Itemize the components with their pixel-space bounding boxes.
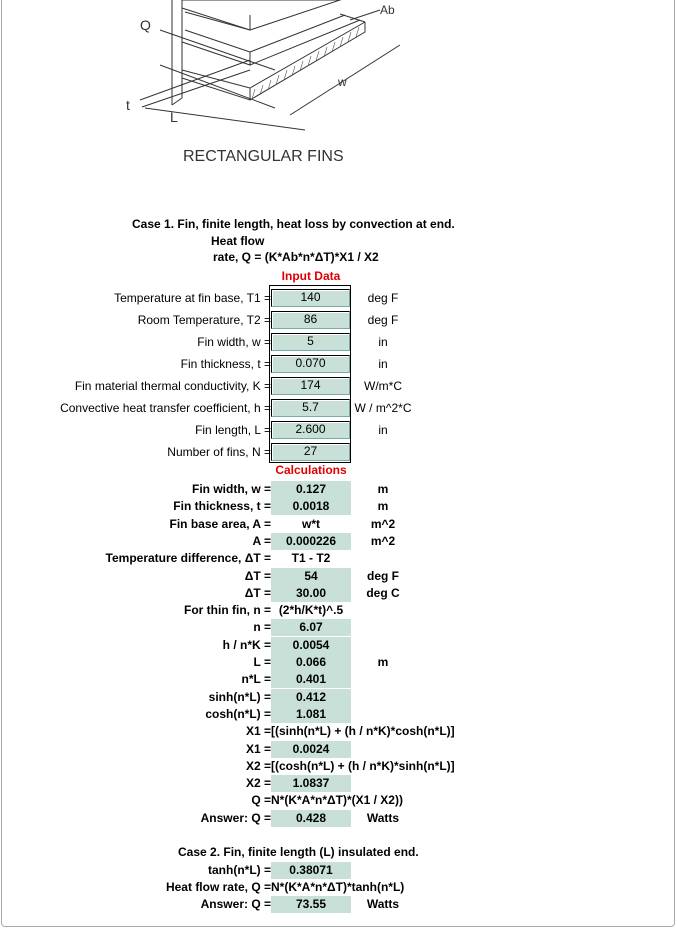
calc-row xyxy=(0,585,677,602)
input-field[interactable]: 140 xyxy=(271,289,350,307)
calc-value: 54 xyxy=(271,568,351,585)
calc-row xyxy=(0,671,677,688)
calc-value: 1.0837 xyxy=(271,775,351,792)
calc-label: Fin thickness, t = xyxy=(173,499,271,514)
input-field[interactable]: 5 xyxy=(271,333,350,351)
calc-row xyxy=(0,689,677,706)
input-label: Fin length, L = xyxy=(195,423,271,437)
calc-unit: Watts xyxy=(366,810,400,825)
input-row xyxy=(0,419,677,441)
input-label: Convective heat transfer coefficient, h = xyxy=(60,401,271,415)
input-row xyxy=(0,287,677,309)
calc-value: 0.428 xyxy=(271,810,351,827)
calc-value: 0.066 xyxy=(271,654,351,671)
input-unit: deg F xyxy=(367,291,399,305)
calc-unit: deg F xyxy=(367,568,399,583)
calc-row xyxy=(0,550,677,567)
calc-label: n = xyxy=(253,620,271,635)
calc-value: 0.38071 xyxy=(271,862,351,879)
calc-label: A = xyxy=(252,533,271,548)
calc-label: Temperature difference, ΔT = xyxy=(105,551,271,566)
input-unit: W/m*C xyxy=(364,379,402,393)
calc-unit: deg C xyxy=(366,585,400,600)
rectangular-fins-diagram xyxy=(100,0,420,180)
diagram-label-w: w xyxy=(338,75,347,89)
calc-label: Fin width, w = xyxy=(192,482,271,496)
input-label: Fin width, w = xyxy=(197,335,271,349)
input-row xyxy=(0,309,677,331)
calc-row xyxy=(0,706,677,723)
input-field[interactable]: 2.600 xyxy=(271,421,350,439)
calc-row xyxy=(0,741,677,758)
input-label: Temperature at fin base, T1 = xyxy=(114,291,271,305)
calc-value: 73.55 xyxy=(271,896,351,913)
calc-value: 0.0018 xyxy=(271,498,351,515)
diagram-label-ab: Ab xyxy=(380,3,395,17)
input-data-header: Input Data xyxy=(281,269,341,283)
case1-formula: rate, Q = (K*Ab*n*ΔT)*X1 / X2 xyxy=(213,250,379,264)
input-unit: in xyxy=(378,423,388,437)
calc-formula: N*(K*A*n*ΔT)*tanh(n*L) xyxy=(271,879,405,894)
diagram-label-l: L xyxy=(170,109,178,125)
calc-row xyxy=(0,654,677,671)
calc-label: cosh(n*L) = xyxy=(205,706,271,721)
calc-unit: m xyxy=(377,655,389,669)
calc-label: L = xyxy=(253,655,271,669)
calc-row xyxy=(0,844,677,861)
calc-unit: m^2 xyxy=(370,516,396,531)
calc-row xyxy=(0,775,677,792)
calc-value: 30.00 xyxy=(271,585,351,602)
calc-value: 0.0024 xyxy=(271,741,351,758)
calc-label: For thin fin, n = xyxy=(184,603,271,618)
calc-label: Heat flow rate, Q = xyxy=(165,879,271,894)
calculations-header: Calculations xyxy=(275,463,347,477)
calc-row xyxy=(0,827,677,844)
calc-label: Q = xyxy=(251,793,271,808)
input-unit: in xyxy=(378,335,388,349)
calc-label: X2 = xyxy=(245,776,271,791)
calc-row xyxy=(0,516,677,533)
input-field[interactable]: 27 xyxy=(271,443,350,461)
calc-row xyxy=(0,862,677,879)
input-row xyxy=(0,375,677,397)
calc-label: X1 = xyxy=(245,724,271,739)
calc-row xyxy=(0,792,677,809)
calc-unit: m xyxy=(377,499,389,514)
diagram-label-t: t xyxy=(126,97,130,113)
input-row xyxy=(0,353,677,375)
calc-unit: m^2 xyxy=(370,533,396,548)
input-unit: deg F xyxy=(367,313,399,327)
calc-label: Answer: Q = xyxy=(200,897,271,912)
input-field[interactable]: 5.7 xyxy=(271,399,350,417)
calc-value: 0.0054 xyxy=(271,637,351,654)
calc-label: X1 = xyxy=(245,741,271,756)
calc-row xyxy=(0,879,677,896)
calc-value: 0.000226 xyxy=(271,533,351,550)
input-field[interactable]: 174 xyxy=(271,377,350,395)
calc-value: 0.412 xyxy=(271,689,351,706)
calc-value: 0.127 xyxy=(271,481,351,498)
calc-label: X2 = xyxy=(245,758,271,773)
calc-row xyxy=(0,810,677,827)
calc-label: sinh(n*L) = xyxy=(208,689,271,704)
input-unit: in xyxy=(378,357,388,371)
calc-label: ΔT = xyxy=(244,585,271,600)
calc-row xyxy=(0,533,677,550)
calc-row xyxy=(0,637,677,654)
calc-label: n*L = xyxy=(241,672,271,687)
input-unit: W / m^2*C xyxy=(354,401,412,415)
calc-label: Fin base area, A = xyxy=(169,516,271,531)
calc-formula: [(sinh(n*L) + (h / n*K)*cosh(n*L)] xyxy=(271,724,455,739)
input-label: Number of fins, N = xyxy=(167,445,271,459)
diagram-caption: RECTANGULAR FINS xyxy=(183,148,344,165)
calc-value: 6.07 xyxy=(271,619,351,636)
calc-row xyxy=(0,896,677,913)
calc-label: tanh(n*L) = xyxy=(208,862,271,877)
calc-row xyxy=(0,619,677,636)
calc-row xyxy=(0,723,677,740)
input-label: Room Temperature, T2 = xyxy=(137,313,271,327)
case2-title: Case 2. Fin, finite length (L) insulated end. xyxy=(178,845,419,860)
input-row xyxy=(0,397,677,419)
diagram-label-q: Q xyxy=(140,17,151,33)
input-row xyxy=(0,441,677,463)
input-field[interactable]: 0.070 xyxy=(271,355,350,373)
calc-value: 0.401 xyxy=(271,671,351,688)
input-row xyxy=(0,331,677,353)
calc-row xyxy=(0,758,677,775)
calc-formula: N*(K*A*n*ΔT)*(X1 / X2)) xyxy=(271,793,403,808)
calc-row xyxy=(0,498,677,515)
calc-label: Answer: Q = xyxy=(200,810,271,825)
calc-formula: [(cosh(n*L) + (h / n*K)*sinh(n*L)] xyxy=(271,758,455,773)
calc-row xyxy=(0,602,677,619)
case1-title: Case 1. Fin, finite length, heat loss by convection at end. xyxy=(132,217,455,231)
calc-row xyxy=(0,481,677,498)
case1-subtitle-1: Heat flow xyxy=(211,234,265,248)
calc-value: 1.081 xyxy=(271,706,351,723)
calc-label: ΔT = xyxy=(244,568,271,583)
calc-label: h / n*K = xyxy=(222,637,271,652)
calc-row xyxy=(0,568,677,585)
calc-formula: (2*h/K*t)^.5 xyxy=(278,603,344,618)
input-field[interactable]: 86 xyxy=(271,311,350,329)
calc-formula: w*t xyxy=(302,516,320,531)
input-label: Fin thickness, t = xyxy=(180,357,271,371)
calc-unit: m xyxy=(377,482,389,496)
calc-unit: Watts xyxy=(366,897,400,912)
calc-formula: T1 - T2 xyxy=(291,551,331,566)
input-label: Fin material thermal conductivity, K = xyxy=(74,379,271,393)
